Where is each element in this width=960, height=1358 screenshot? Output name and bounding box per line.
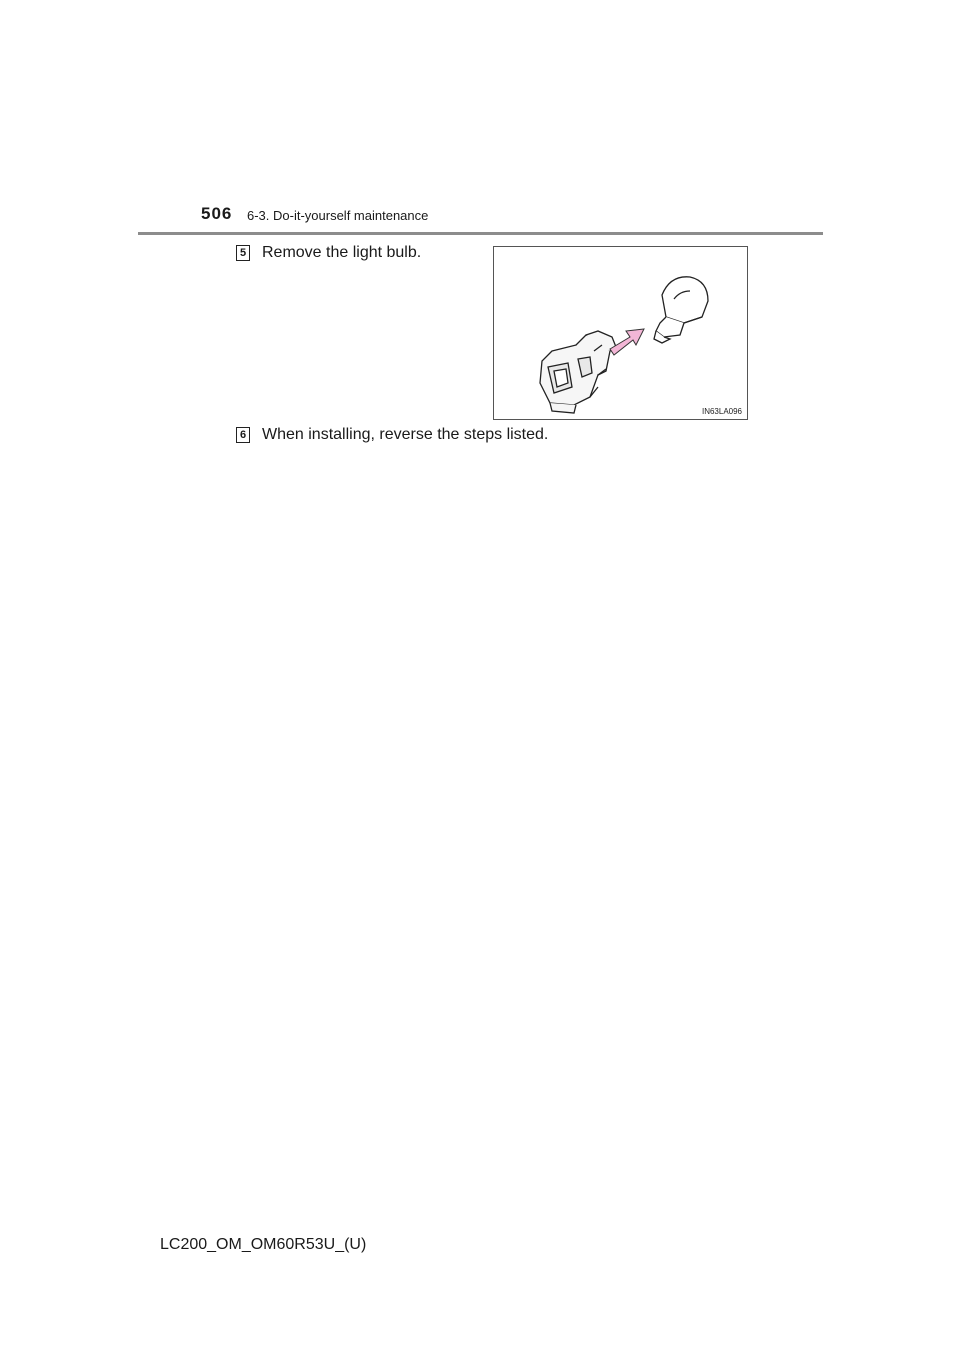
footer-doc-code: LC200_OM_OM60R53U_(U) bbox=[160, 1236, 367, 1253]
step-5 bbox=[236, 244, 421, 262]
page-number: 506 bbox=[201, 204, 233, 223]
light-bulb-icon bbox=[654, 277, 708, 343]
step-text: Remove the light bulb. bbox=[262, 244, 422, 261]
socket-icon bbox=[540, 331, 616, 413]
bulb-socket-illustration bbox=[494, 247, 747, 419]
figure-code: IN63LA096 bbox=[701, 407, 742, 416]
step-text: When installing, reverse the steps listed. bbox=[262, 426, 549, 443]
step-number-badge: 5 bbox=[236, 245, 250, 261]
section-title: 6-3. Do-it-yourself maintenance bbox=[247, 208, 429, 223]
step-6 bbox=[236, 426, 548, 444]
direction-arrow-icon bbox=[610, 329, 644, 355]
header-divider bbox=[138, 232, 823, 235]
step-number-badge: 6 bbox=[236, 427, 250, 443]
bulb-removal-figure bbox=[493, 246, 748, 420]
